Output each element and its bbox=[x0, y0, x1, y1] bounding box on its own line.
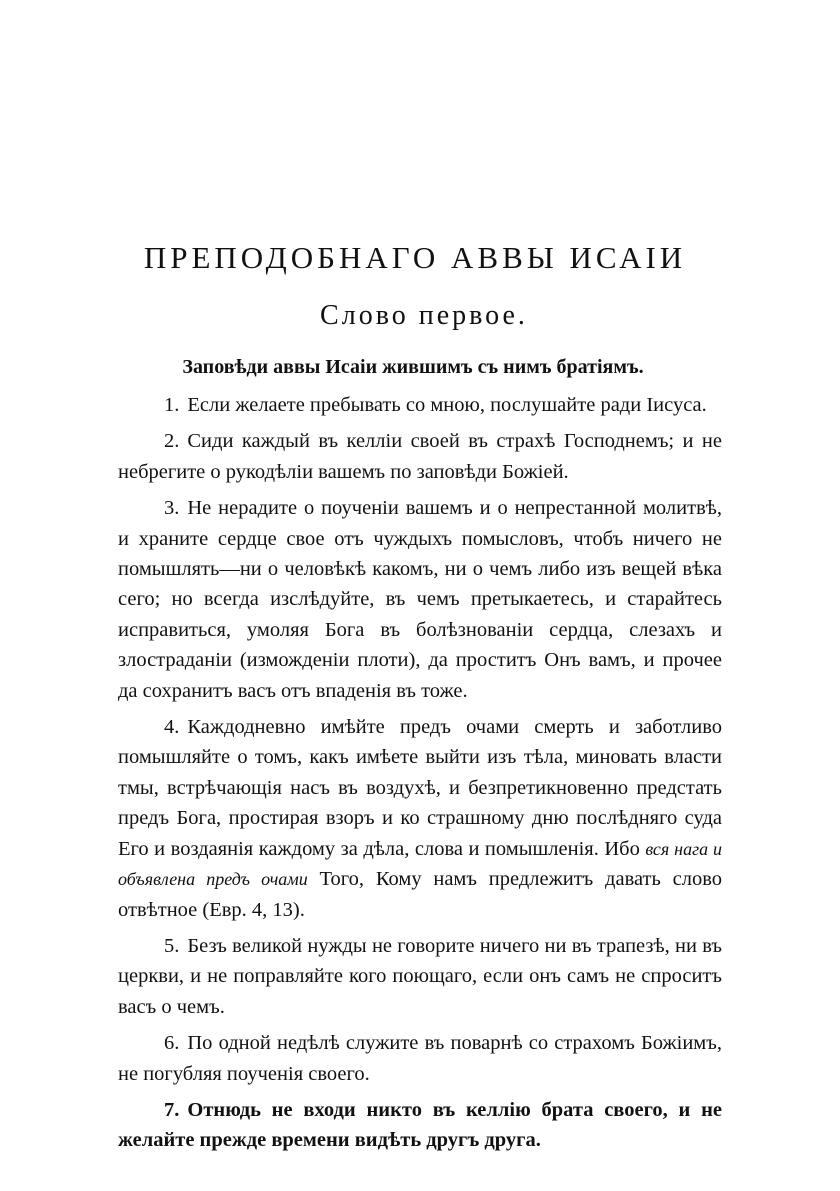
paragraph-6 bbox=[118, 1028, 722, 1089]
chapter-subtitle: Слово первое. bbox=[320, 300, 528, 331]
paragraph-number: 6. bbox=[164, 1032, 180, 1055]
paragraph-3 bbox=[118, 493, 722, 706]
paragraph-text: Каждодневно имѣйте предъ очами смерть и заботливо помышляйте о томъ, какъ имѣете выйти изъ тѣла, миновать власти тмы, встрѣчающія насъ въ воздухѣ, и безпретикновенно предстать предъ Бога, простирая взоръ и ко страшному дню послѣдняго суда Его и воздаянія каждому за дѣла, слова и помышленія. Ибо bbox=[118, 716, 722, 860]
paragraph-7 bbox=[118, 1095, 722, 1156]
paragraph-number: 1. bbox=[164, 394, 180, 416]
paragraph-text: Не нерадите о поученіи вашемъ и о непрестанной молитвѣ, и храните сердце свое отъ чуждыхъ помысловъ, чтобъ ничего не помышлять—ни о человѣкѣ какомъ, ни о чемъ либо изъ вещей вѣка сего; но всегда изслѣдуйте, въ чемъ претыкаетесь, и старайтесь исправиться, умоляя Бога въ болѣзнованіи сердца, слезахъ и злостраданіи (изможденіи плоти), да проститъ Онъ вамъ, и прочее да сохранитъ васъ отъ впаденія въ тоже. bbox=[118, 497, 722, 702]
paragraph-text: Если желаете пребывать со мною, послушайте ради Іисуса. bbox=[187, 394, 707, 416]
paragraph-text: Безъ великой нужды не говорите ничего ни въ трапезѣ, ни въ церкви, и не поправляйте кого поющаго, если онъ самъ не спроситъ васъ о чемъ. bbox=[118, 934, 722, 1018]
body-text bbox=[118, 390, 722, 1162]
scripture-quote: вся нага и объявлена предъ очами bbox=[118, 838, 722, 890]
paragraph-number: 4. bbox=[164, 716, 180, 739]
section-heading: Заповѣди аввы Исаіи жившимъ съ нимъ братіямъ. bbox=[182, 356, 644, 378]
paragraph-text: Сиди каждый въ келліи своей въ страхѣ Господнемъ; и не небрегите о рукодѣліи вашемъ по заповѣди Божіей. bbox=[118, 430, 722, 483]
paragraph-2 bbox=[118, 426, 722, 487]
paragraph-text: По одной недѣлѣ служите въ поварнѣ со страхомъ Божіимъ, не погубляя поученія своего. bbox=[118, 1032, 722, 1085]
paragraph-4 bbox=[118, 712, 722, 925]
paragraph-text: Отнюдь не входи никто въ келлію брата своего, и не желайте прежде времени видѣть другъ друга. bbox=[118, 1098, 722, 1152]
paragraph-number: 5. bbox=[164, 934, 180, 957]
paragraph-number: 3. bbox=[164, 497, 180, 520]
paragraph-text-end: Того, Кому намъ предлежитъ давать слово отвѣтное (Евр. 4, 13). bbox=[118, 868, 722, 921]
page-title: ПРЕПОДОБНАГО АВВЫ ИСАІИ bbox=[143, 240, 687, 275]
paragraph-1 bbox=[118, 390, 722, 420]
paragraph-number: 7. bbox=[164, 1098, 180, 1121]
paragraph-5 bbox=[118, 931, 722, 1022]
paragraph-number: 2. bbox=[164, 430, 180, 453]
